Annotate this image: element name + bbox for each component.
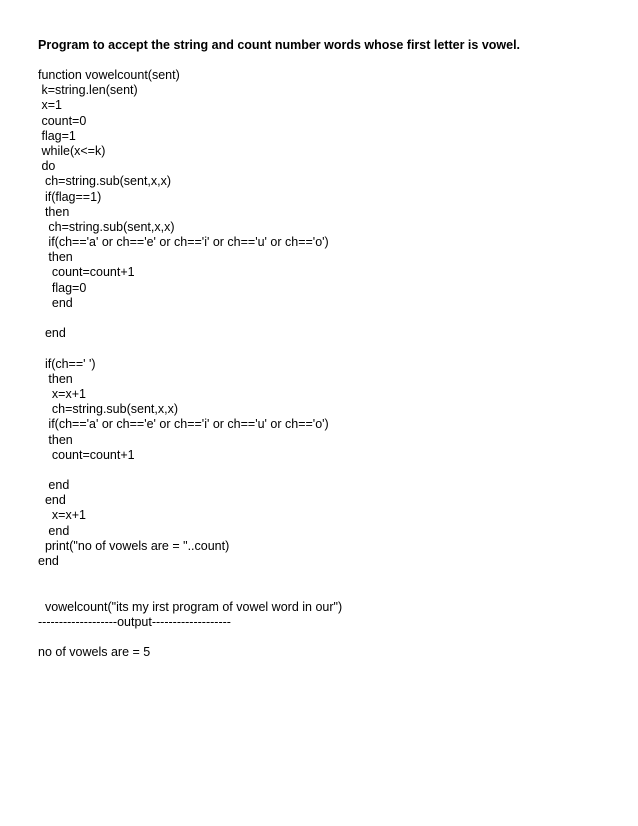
code-line: end [38, 523, 70, 538]
code-line: -------------------output------------------- [38, 614, 231, 629]
code-line: function vowelcount(sent) [38, 68, 180, 82]
code-line: x=x+1 [38, 508, 86, 523]
code-line: if(ch==' ') [38, 356, 96, 371]
code-line [38, 463, 342, 478]
code-line: ch=string.sub(sent,x,x) [38, 402, 178, 417]
code-line: flag=1 [38, 128, 76, 143]
code-line: x=1 [38, 98, 62, 113]
code-line: if(ch=='a' or ch=='e' or ch=='i' or ch=='u' or ch=='o') [38, 417, 329, 432]
code-line: no of vowels are = 5 [38, 645, 151, 660]
code-line: count=count+1 [38, 447, 135, 462]
document-title: Program to accept the string and count number words whose first letter is vowel. [38, 38, 521, 52]
code-line: print("no of vowels are = "..count) [38, 538, 230, 553]
code-line [38, 311, 342, 326]
code-line: end [38, 326, 66, 341]
code-line: end [38, 554, 59, 568]
code-line: then [38, 432, 73, 447]
code-line: count=0 [38, 113, 87, 128]
code-line [38, 584, 342, 599]
code-line: if(flag==1) [38, 189, 102, 204]
code-line: end [38, 493, 66, 508]
code-line: count=count+1 [38, 265, 135, 280]
code-listing [38, 68, 342, 660]
code-line: then [38, 371, 73, 386]
code-line: flag=0 [38, 280, 87, 295]
code-line: ch=string.sub(sent,x,x) [38, 174, 172, 189]
code-line: end [38, 295, 73, 310]
code-line: then [38, 250, 73, 265]
code-line: if(ch=='a' or ch=='e' or ch=='i' or ch=='u' or ch=='o') [38, 235, 329, 250]
code-line: vowelcount("its my irst program of vowel word in our") [38, 599, 343, 614]
code-line: do [38, 159, 56, 174]
code-line [38, 341, 342, 356]
code-line: end [38, 478, 70, 493]
code-line: then [38, 204, 70, 219]
code-line: while(x<=k) [38, 143, 106, 158]
code-line [38, 569, 342, 584]
code-line: k=string.len(sent) [38, 83, 138, 98]
code-line: ch=string.sub(sent,x,x) [38, 219, 175, 234]
code-line [38, 630, 342, 645]
code-line: x=x+1 [38, 386, 86, 401]
